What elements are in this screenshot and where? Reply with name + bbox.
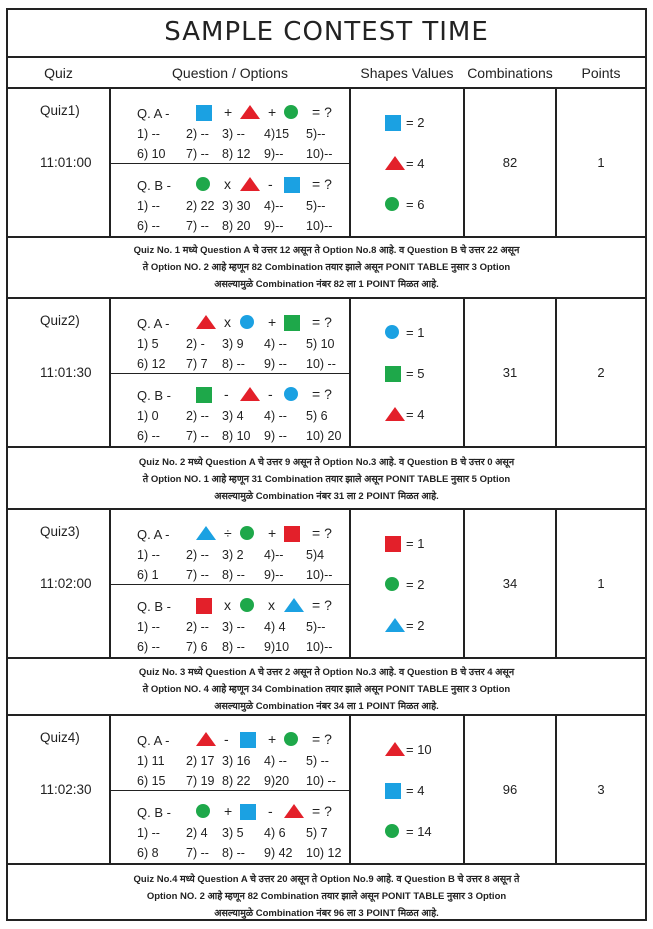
option-text: 9) 42 <box>264 846 293 860</box>
question-shape-1 <box>196 598 212 619</box>
operator: - <box>224 731 229 747</box>
operator: - <box>268 176 273 192</box>
question-triangle-icon <box>196 315 216 329</box>
option-text: 10) 12 <box>306 846 342 860</box>
option-text: 2) 4 <box>186 826 208 840</box>
operator: - <box>268 803 273 819</box>
question-shape-2 <box>240 315 254 334</box>
question-square-icon <box>196 598 212 614</box>
option-text: 6) 1 <box>137 568 159 582</box>
row-divider <box>8 508 645 510</box>
option-text: 1) 5 <box>137 337 159 351</box>
option-text: 2) 17 <box>186 754 215 768</box>
shape-value: = 2 <box>406 618 425 633</box>
question-circle-icon <box>284 387 298 401</box>
shape-value: = 1 <box>406 536 425 551</box>
operator: + <box>224 104 233 120</box>
option-text: 1) 0 <box>137 409 159 423</box>
value-shape <box>385 197 399 216</box>
question-square-icon <box>284 177 300 193</box>
option-text: 2) -- <box>186 127 209 141</box>
row-divider <box>8 863 645 865</box>
option-text: 10)-- <box>306 147 333 161</box>
option-text: 8) 12 <box>222 147 251 161</box>
question-shape-3 <box>284 387 298 406</box>
question-label: Q. B - <box>137 177 171 193</box>
combination-value: 96 <box>502 781 518 797</box>
shape-value: = 2 <box>406 115 425 130</box>
option-text: 4) -- <box>264 337 287 351</box>
question-divider <box>110 373 349 374</box>
question-shape-1 <box>196 105 212 126</box>
option-text: 3) -- <box>222 620 245 634</box>
option-text: 6) -- <box>137 429 160 443</box>
option-text: 4)-- <box>264 199 284 213</box>
option-text: 1) 11 <box>137 754 165 768</box>
value-circle-icon <box>385 197 399 211</box>
note-line: Option NO. 2 आहे म्हणून 82 Combination तयार झाले असून PONIT TABLE नुसार 3 Option <box>146 891 507 902</box>
shape-value: = 4 <box>406 156 425 171</box>
note-line: ते Option NO. 2 आहे म्हणून 82 Combination तयार झाले असून PONIT TABLE नुसार 3 Option <box>142 262 511 273</box>
option-text: 6) -- <box>137 640 160 654</box>
question-triangle-icon <box>196 732 216 746</box>
note-line: Quiz No. 3 मध्ये Question A चे उत्तर 2 असून ते Option No.3 आहे. व Question B चे उत्तर 4 असून <box>138 667 515 678</box>
quiz-time: 11:01:30 <box>40 365 92 380</box>
question-square-icon <box>240 804 256 820</box>
question-circle-icon <box>240 315 254 329</box>
operator: = ? <box>312 386 332 402</box>
question-label: Q. A - <box>137 315 170 331</box>
note-line: असल्यामुळे Combination नंबर 31 ला 2 POINT मिळत आहे. <box>214 491 439 502</box>
question-divider <box>110 584 349 585</box>
header-shapes-values: Shapes Values <box>351 58 463 89</box>
quiz-time: 11:02:00 <box>40 576 92 591</box>
option-text: 3) 2 <box>222 548 244 562</box>
option-text: 2) -- <box>186 548 209 562</box>
option-text: 4)-- <box>264 548 284 562</box>
points-value: 2 <box>597 364 605 380</box>
points-value: 1 <box>597 154 605 170</box>
question-circle-icon <box>196 804 210 818</box>
option-text: 9)-- <box>264 219 284 233</box>
option-text: 7) -- <box>186 568 209 582</box>
option-text: 9)-- <box>264 147 284 161</box>
combination-value: 82 <box>502 154 518 170</box>
option-text: 1) -- <box>137 826 160 840</box>
value-triangle-icon <box>385 407 405 421</box>
explanation-note <box>8 871 645 922</box>
option-text: 4) -- <box>264 754 287 768</box>
value-shape <box>385 156 405 175</box>
question-shape-2 <box>240 732 256 753</box>
row-divider <box>8 297 645 299</box>
option-text: 8) -- <box>222 640 245 654</box>
option-text: 8) -- <box>222 568 245 582</box>
operator: = ? <box>312 803 332 819</box>
option-text: 10)-- <box>306 219 333 233</box>
question-triangle-icon <box>240 387 260 401</box>
option-text: 7) -- <box>186 147 209 161</box>
value-shape <box>385 325 399 344</box>
option-text: 1) -- <box>137 548 160 562</box>
question-square-icon <box>240 732 256 748</box>
question-shape-1 <box>196 732 216 751</box>
option-text: 8) 10 <box>222 429 251 443</box>
option-text: 9)20 <box>264 774 290 788</box>
option-text: 4) 6 <box>264 826 286 840</box>
shape-value: = 4 <box>406 407 425 422</box>
option-text: 7) 7 <box>186 357 208 371</box>
operator: = ? <box>312 597 332 613</box>
option-text: 3) 30 <box>222 199 251 213</box>
option-text: 9)10 <box>264 640 290 654</box>
value-shape <box>385 115 401 136</box>
option-text: 8) -- <box>222 357 245 371</box>
column-divider <box>349 510 351 659</box>
question-square-icon <box>196 387 212 403</box>
shape-value: = 2 <box>406 577 425 592</box>
question-square-icon <box>284 526 300 542</box>
header-points: Points <box>557 58 645 89</box>
shape-value: = 5 <box>406 366 425 381</box>
operator: = ? <box>312 104 332 120</box>
question-circle-icon <box>240 526 254 540</box>
question-label: Q. A - <box>137 526 170 542</box>
operator: x <box>224 597 231 613</box>
note-line: Quiz No.4 मध्ये Question A चे उत्तर 20 असून ते Option No.9 आहे. व Question B चे उत्तर 8 असून ते <box>133 874 520 885</box>
shape-value: = 14 <box>406 824 432 839</box>
value-square-icon <box>385 536 401 552</box>
option-text: 6) 8 <box>137 846 159 860</box>
value-square-icon <box>385 115 401 131</box>
question-shape-3 <box>284 804 304 823</box>
question-shape-3 <box>284 105 298 124</box>
quiz-time: 11:01:00 <box>40 155 92 170</box>
option-text: 5)-- <box>306 620 326 634</box>
quiz-name: Quiz2) <box>40 313 80 328</box>
value-shape <box>385 407 405 426</box>
operator: = ? <box>312 525 332 541</box>
question-label: Q. B - <box>137 387 171 403</box>
value-square-icon <box>385 783 401 799</box>
question-circle-icon <box>284 105 298 119</box>
quiz-name: Quiz3) <box>40 524 80 539</box>
note-line: ते Option NO. 4 आहे म्हणून 34 Combination तयार झाले असून PONIT TABLE नुसार 3 Option <box>142 684 511 695</box>
option-text: 9) -- <box>264 429 287 443</box>
operator: + <box>224 803 233 819</box>
option-text: 10)-- <box>306 640 333 654</box>
question-label: Q. A - <box>137 105 170 121</box>
question-triangle-icon <box>196 526 216 540</box>
option-text: 10)-- <box>306 568 333 582</box>
operator: = ? <box>312 731 332 747</box>
question-circle-icon <box>284 732 298 746</box>
option-text: 6) 10 <box>137 147 166 161</box>
question-square-icon <box>196 105 212 121</box>
option-text: 5) -- <box>306 754 329 768</box>
operator: + <box>268 314 277 330</box>
column-divider <box>349 89 351 238</box>
value-triangle-icon <box>385 618 405 632</box>
option-text: 4)15 <box>264 127 290 141</box>
option-text: 4) 4 <box>264 620 286 634</box>
note-line: ते Option NO. 1 आहे म्हणून 31 Combination तयार झाले असून PONIT TABLE नुसार 5 Option <box>142 474 511 485</box>
question-square-icon <box>284 315 300 331</box>
option-text: 2) 22 <box>186 199 215 213</box>
option-text: 3) 9 <box>222 337 244 351</box>
value-shape <box>385 824 399 843</box>
operator: x <box>224 176 231 192</box>
operator: + <box>268 731 277 747</box>
note-line: असल्यामुळे Combination नंबर 34 ला 1 POINT मिळत आहे. <box>214 701 439 712</box>
value-circle-icon <box>385 577 399 591</box>
header-combinations: Combinations <box>465 58 555 89</box>
operator: = ? <box>312 176 332 192</box>
option-text: 5) 6 <box>306 409 328 423</box>
column-divider <box>349 299 351 448</box>
option-text: 5)-- <box>306 127 326 141</box>
question-circle-icon <box>240 598 254 612</box>
question-shape-1 <box>196 387 212 408</box>
option-text: 5) 10 <box>306 337 335 351</box>
value-triangle-icon <box>385 156 405 170</box>
points-value: 1 <box>597 575 605 591</box>
combination-value: 34 <box>502 575 518 591</box>
option-text: 7) 6 <box>186 640 208 654</box>
question-shape-2 <box>240 177 260 196</box>
shape-value: = 6 <box>406 197 425 212</box>
option-text: 10) -- <box>306 774 336 788</box>
option-text: 8) -- <box>222 846 245 860</box>
question-triangle-icon <box>284 598 304 612</box>
row-divider <box>8 236 645 238</box>
option-text: 9) -- <box>264 357 287 371</box>
option-text: 5)-- <box>306 199 326 213</box>
question-circle-icon <box>196 177 210 191</box>
value-shape <box>385 742 405 761</box>
value-shape <box>385 577 399 596</box>
option-text: 9)-- <box>264 568 284 582</box>
explanation-note <box>8 664 645 715</box>
shape-value: = 10 <box>406 742 432 757</box>
value-square-icon <box>385 366 401 382</box>
shape-value: = 1 <box>406 325 425 340</box>
option-text: 6) 15 <box>137 774 166 788</box>
option-text: 5) 7 <box>306 826 328 840</box>
note-line: असल्यामुळे Combination नंबर 82 ला 1 POINT मिळत आहे. <box>214 279 439 290</box>
quiz-name: Quiz1) <box>40 103 80 118</box>
explanation-note <box>8 242 645 293</box>
operator: - <box>268 386 273 402</box>
option-text: 3) 4 <box>222 409 244 423</box>
question-shape-3 <box>284 177 300 198</box>
row-divider <box>8 446 645 448</box>
quiz-name: Quiz4) <box>40 730 80 745</box>
question-shape-3 <box>284 315 300 336</box>
question-triangle-icon <box>284 804 304 818</box>
option-text: 7) -- <box>186 846 209 860</box>
note-line: असल्यामुळे Combination नंबर 96 ला 3 POINT मिळत आहे. <box>214 908 439 919</box>
question-shape-1 <box>196 177 210 196</box>
option-text: 2) -- <box>186 409 209 423</box>
operator: x <box>224 314 231 330</box>
question-shape-3 <box>284 526 300 547</box>
operator: x <box>268 597 275 613</box>
question-label: Q. B - <box>137 598 171 614</box>
question-triangle-icon <box>240 177 260 191</box>
question-divider <box>110 163 349 164</box>
option-text: 7) -- <box>186 429 209 443</box>
option-text: 10) -- <box>306 357 336 371</box>
value-shape <box>385 783 401 804</box>
column-divider <box>349 716 351 865</box>
value-shape <box>385 366 401 387</box>
points-value: 3 <box>597 781 605 797</box>
option-text: 8) 22 <box>222 774 251 788</box>
note-line: Quiz No. 2 मध्ये Question A चे उत्तर 9 असून ते Option No.3 आहे. व Question B चे उत्तर 0 असून <box>138 457 515 468</box>
value-circle-icon <box>385 325 399 339</box>
value-triangle-icon <box>385 742 405 756</box>
value-shape <box>385 536 401 557</box>
question-shape-2 <box>240 598 254 617</box>
operator: = ? <box>312 314 332 330</box>
option-text: 1) -- <box>137 620 160 634</box>
option-text: 10) 20 <box>306 429 342 443</box>
option-text: 7) -- <box>186 219 209 233</box>
question-shape-1 <box>196 315 216 334</box>
note-line: Quiz No. 1 मध्ये Question A चे उत्तर 12 असून ते Option No.8 आहे. व Question B चे उत्तर 22 असून <box>133 245 520 256</box>
question-shape-1 <box>196 804 210 823</box>
option-text: 6) 12 <box>137 357 166 371</box>
option-text: 7) 19 <box>186 774 215 788</box>
option-text: 2) -- <box>186 620 209 634</box>
operator: ÷ <box>224 525 232 541</box>
header-question-options: Question / Options <box>111 58 349 89</box>
option-text: 6) -- <box>137 219 160 233</box>
operator: - <box>224 386 229 402</box>
operator: + <box>268 104 277 120</box>
header-quiz: Quiz <box>8 58 109 89</box>
question-shape-2 <box>240 804 256 825</box>
question-shape-3 <box>284 732 298 751</box>
option-text: 3) 16 <box>222 754 251 768</box>
option-text: 2) - <box>186 337 205 351</box>
question-shape-2 <box>240 105 260 124</box>
shape-value: = 4 <box>406 783 425 798</box>
option-text: 5)4 <box>306 548 325 562</box>
question-shape-3 <box>284 598 304 617</box>
option-text: 3) 5 <box>222 826 244 840</box>
question-label: Q. B - <box>137 804 171 820</box>
option-text: 4) -- <box>264 409 287 423</box>
question-triangle-icon <box>240 105 260 119</box>
row-divider <box>8 657 645 659</box>
quiz-time: 11:02:30 <box>40 782 92 797</box>
option-text: 8) 20 <box>222 219 251 233</box>
option-text: 1) -- <box>137 199 160 213</box>
question-divider <box>110 790 349 791</box>
question-label: Q. A - <box>137 732 170 748</box>
question-shape-2 <box>240 387 260 406</box>
page-title: SAMPLE CONTEST TIME <box>6 8 647 58</box>
question-shape-2 <box>240 526 254 545</box>
value-shape <box>385 618 405 637</box>
explanation-note <box>8 454 645 505</box>
row-divider <box>8 87 645 89</box>
question-shape-1 <box>196 526 216 545</box>
option-text: 1) -- <box>137 127 160 141</box>
option-text: 3) -- <box>222 127 245 141</box>
operator: + <box>268 525 277 541</box>
combination-value: 31 <box>502 364 518 380</box>
value-circle-icon <box>385 824 399 838</box>
